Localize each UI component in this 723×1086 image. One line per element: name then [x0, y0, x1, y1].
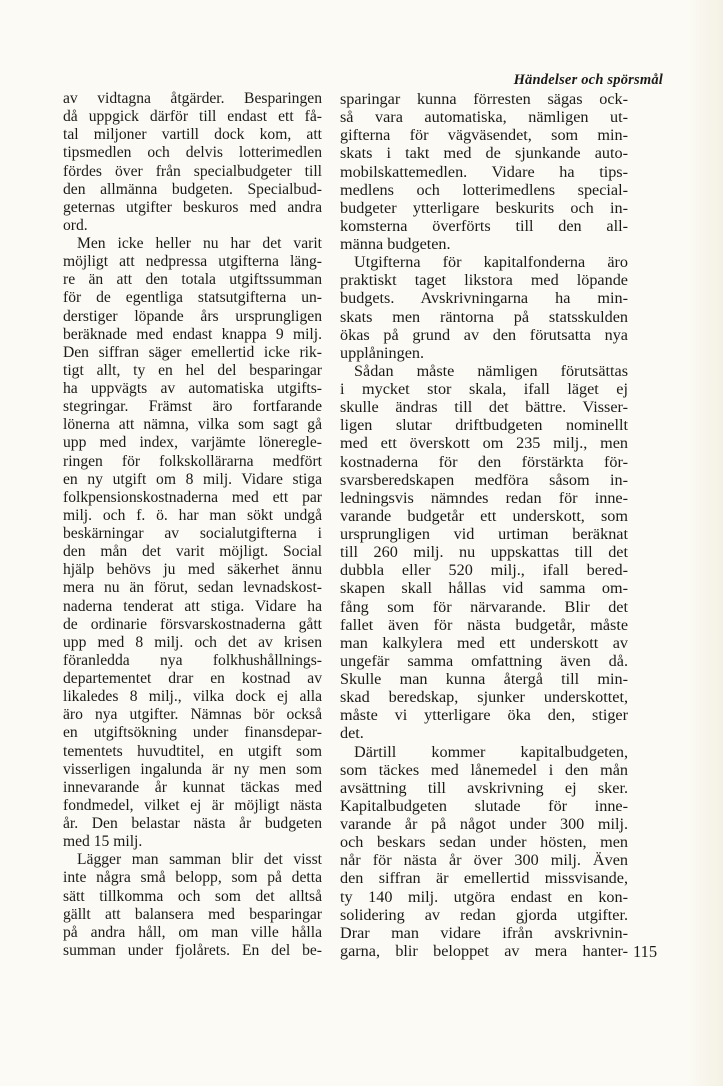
text-line: måste vi ytterligare öka den, stiger: [340, 706, 628, 725]
text-line: den allmänna budgeten. Specialbud-: [63, 180, 322, 198]
text-line: naderna tenderat att stiga. Vidare ha: [63, 597, 322, 615]
text-line: tal miljoner vartill dock kom, att: [63, 126, 322, 144]
right-text-column: [340, 90, 628, 960]
text-line: skats i takt med de sjunkande auto-: [340, 144, 628, 163]
text-line: föranledda nya folkhushållnings-: [63, 651, 322, 669]
text-line: Drar man vidare ifrån avskrivnin-: [340, 923, 628, 942]
text-line: inte några små belopp, som på detta: [63, 869, 322, 887]
text-line: skats men räntorna på statsskulden: [340, 307, 628, 326]
text-line: fondmedel, vilket ej är möjligt nästa: [63, 796, 322, 814]
text-line: ökas på grund av den förutsatta nya: [340, 325, 628, 344]
text-line: som täckes med lånemedel i den mån: [340, 760, 628, 779]
text-line: garna, blir beloppet av mera hanter-: [340, 941, 628, 960]
text-line: fördes över från specialbudgeter till: [63, 162, 322, 180]
text-line: budgeter ytterligare beskurits och in-: [340, 198, 628, 217]
text-line: männa budgeten.: [340, 235, 451, 253]
text-line: komsterna överförts till den all-: [340, 216, 628, 235]
text-line: ungefär samma omfattning även då.: [340, 651, 628, 670]
text-line: skulle ändras till det bättre. Visser-: [340, 398, 628, 417]
text-line: den mån det varit möjligt. Social: [63, 543, 322, 561]
text-line: varande budgetår ett underskott, som: [340, 506, 628, 525]
text-line: och beskars sedan under hösten, men: [340, 833, 628, 852]
text-line: de ordinarie försvarskostnaderna gått: [63, 615, 322, 633]
text-line: beskärningar av socialutgifterna i: [63, 525, 322, 542]
text-line: praktiskt taget likstora med löpande: [340, 271, 628, 290]
text-line: stegringar. Främst äro fortfarande: [63, 398, 322, 416]
text-line: derstiger löpande års ursprungligen: [63, 307, 322, 325]
text-line: med ett överskott om 235 milj., men: [340, 434, 628, 453]
text-line: den siffran är emellertid missvisande,: [340, 869, 628, 888]
text-line: fång som för närvarande. Blir det: [340, 597, 628, 616]
text-line: likaledes 8 milj., vilka dock ej alla: [63, 688, 322, 706]
text-line: milj. och f. ö. har man sökt undgå: [63, 506, 322, 524]
text-line: i mycket stor skala, ifall läget ej: [340, 380, 628, 398]
text-line: ringen för folkskollärarna medfört: [63, 452, 322, 470]
text-line: det.: [340, 724, 364, 743]
text-line: då uppgick därför till endast ett få-: [63, 108, 322, 126]
text-line: år. Den belastar nästa år budgeten: [63, 815, 322, 832]
text-line: solidering av redan gjorda utgifter.: [340, 905, 628, 924]
text-line: gällt att balansera med besparingar: [63, 905, 322, 923]
text-line: upp med index, varjämte löneregle-: [63, 434, 322, 452]
text-line: geternas utgifter beskuros med andra: [63, 198, 322, 216]
text-line: sparingar kunna förresten sägas ock-: [340, 90, 628, 108]
text-line: kostnaderna för den förstärkta för-: [340, 452, 628, 471]
text-line: möjligt att nedpressa utgifterna läng-: [63, 253, 322, 271]
text-line: Lägger man samman blir det visst: [77, 851, 322, 869]
text-line: med 15 milj.: [63, 833, 143, 851]
text-line: ha uppvägts av automatiska utgifts-: [63, 380, 322, 397]
text-line: Kapitalbudgeten slutade för inne-: [340, 796, 628, 815]
text-line: på andra håll, om man ville hålla: [63, 923, 322, 941]
text-line: äro nya utgifter. Nämnas bör också: [63, 706, 322, 724]
text-line: dubbla eller 520 milj., ifall bered-: [340, 561, 628, 580]
text-line: en utgiftsökning under finansdepar-: [63, 724, 322, 742]
text-line: ligen slutar driftbudgeten nominellt: [340, 416, 628, 435]
text-line: Den siffran säger emellertid icke rik-: [63, 343, 322, 361]
text-line: av vidtagna åtgärder. Besparingen: [63, 90, 322, 107]
text-line: lönerna att nämna, vilka som sagt gå: [63, 416, 322, 434]
text-line: summan under fjolårets. En del be-: [63, 941, 322, 959]
text-line: re än att den totala utgiftssumman: [63, 271, 322, 289]
text-line: Sådan måste nämligen förutsättas: [354, 361, 628, 380]
page-edge-shading: [687, 0, 723, 1086]
text-line: hjälp behövs ju med säkerhet ännu: [63, 561, 322, 579]
page-number: 115: [633, 942, 658, 961]
text-line: upp med 8 milj. och det av krisen: [63, 633, 322, 651]
text-line: tigt allt, ty en hel del besparingar: [63, 361, 322, 379]
text-line: ledningsvis nämndes redan för inne-: [340, 488, 628, 507]
text-line: till 260 milj. nu uppskattas till det: [340, 543, 628, 562]
text-line: så vara automatiska, nämligen ut-: [340, 108, 628, 127]
text-line: Därtill kommer kapitalbudgeten,: [354, 742, 628, 761]
text-line: departementet drar en kostnad av: [63, 670, 322, 687]
text-line: gifterna för vägväsendet, som min-: [340, 126, 628, 145]
text-line: skapen skall hållas vid samma om-: [340, 579, 628, 598]
left-text-column: [63, 90, 322, 960]
text-line: skad beredskap, sjunker underskottet,: [340, 688, 628, 707]
text-line: medlens och lotterimedlens special-: [340, 180, 628, 199]
text-line: budgets. Avskrivningarna ha min-: [340, 289, 628, 308]
text-line: en ny utgift om 8 milj. Vidare stiga: [63, 470, 322, 488]
text-line: innevarande år kunnat täckas med: [63, 778, 322, 796]
text-line: svarsberedskapen medföra såsom in-: [340, 470, 628, 489]
running-header: Händelser och spörsmål: [513, 72, 663, 88]
text-line: når för nästa år över 300 milj. Även: [340, 851, 628, 870]
text-line: man kalkylera med ett underskott av: [340, 633, 628, 652]
text-line: ursprungligen vid urtiman beräknat: [340, 525, 628, 543]
text-line: ty 140 milj. utgöra endast en kon-: [340, 887, 628, 906]
text-line: mera nu än förut, sedan levnadskost-: [63, 579, 322, 597]
text-line: ord.: [63, 216, 88, 234]
text-line: Utgifterna för kapitalfonderna äro: [354, 253, 628, 272]
text-line: avsättning till avskrivning ej sker.: [340, 778, 628, 797]
text-line: tipsmedlen och delvis lotterimedlen: [63, 144, 322, 162]
text-line: beräknade med endast knappa 9 milj.: [63, 325, 322, 343]
text-line: tementets huvudtitel, en utgift som: [63, 742, 322, 760]
text-line: varande år på något under 300 milj.: [340, 815, 628, 833]
text-line: folkpensionskostnaderna med ett par: [63, 488, 322, 506]
text-line: visserligen ingalunda är ny men som: [63, 760, 322, 778]
text-line: Skulle man kunna återgå till min-: [340, 670, 628, 688]
text-line: för de egentliga statsutgifterna un-: [63, 289, 322, 307]
text-line: fallet även för nästa budgetår, måste: [340, 615, 628, 634]
text-line: sätt tillkomma och som det alltså: [63, 887, 322, 905]
text-line: upplåningen.: [340, 343, 425, 362]
text-line: mobilskattemedlen. Vidare ha tips-: [340, 162, 628, 181]
text-line: Men icke heller nu har det varit: [77, 235, 322, 252]
